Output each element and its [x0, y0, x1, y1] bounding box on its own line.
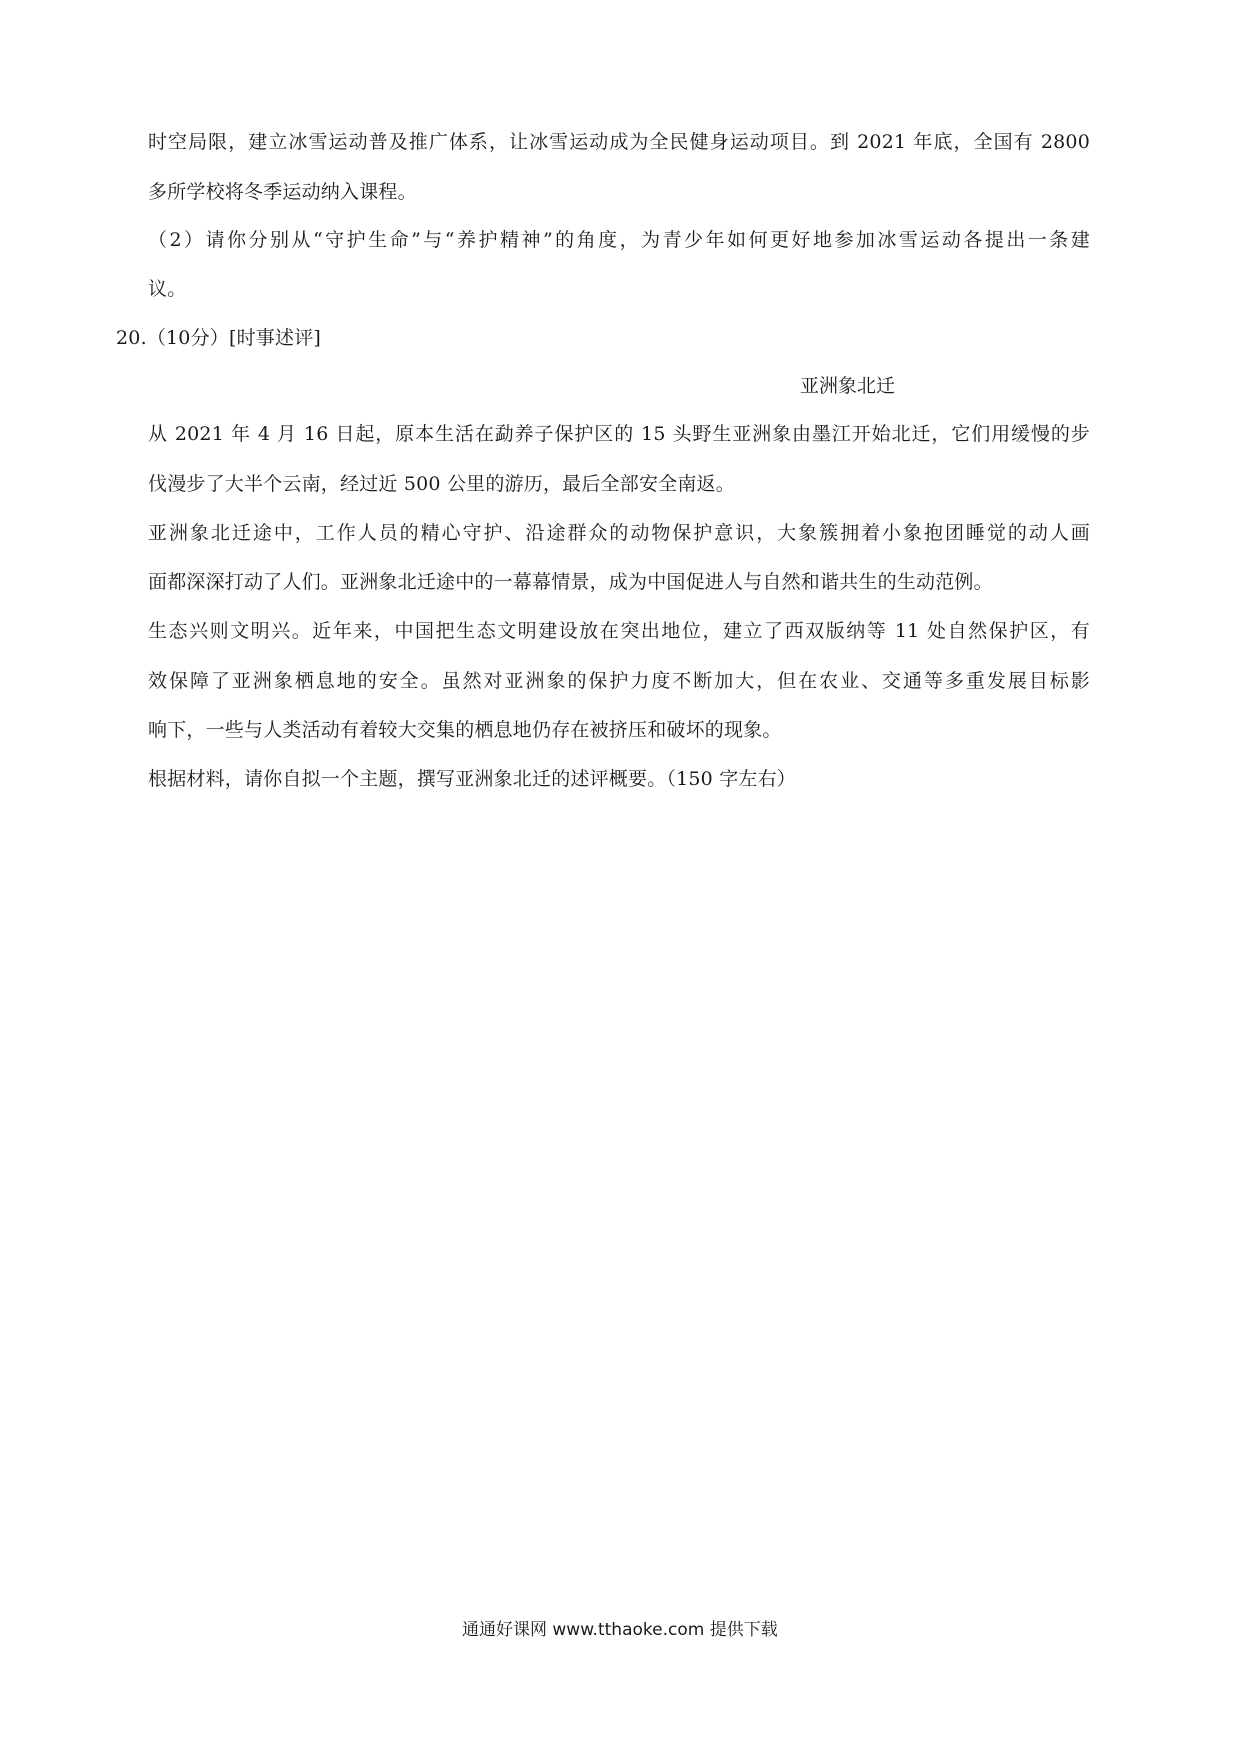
question-2-prompt: （2）请你分别从“守护生命”与“养护精神”的角度，为青少年如何更好地参加冰雪运动各提出一条建 — [148, 229, 1090, 251]
paragraph-line: 生态兴则文明兴。近年来，中国把生态文明建设放在突出地位，建立了西双版纳等 11 处自然保护区，有 — [148, 620, 1090, 642]
paragraph-line: 响下，一些与人类活动有着较大交集的栖息地仍存在被挤压和破坏的现象。 — [148, 719, 782, 741]
question-2-prompt-continued: 议。 — [148, 278, 187, 300]
paragraph-line: 多所学校将冬季运动纳入课程。 — [148, 181, 417, 203]
paragraph-line: 亚洲象北迁途中，工作人员的精心守护、沿途群众的动物保护意识，大象簇拥着小象抱团睡觉的动人画 — [148, 522, 1090, 544]
paragraph-line: 效保障了亚洲象栖息地的安全。虽然对亚洲象的保护力度不断加大，但在农业、交通等多重发展目标影 — [148, 670, 1090, 692]
paragraph-line: 时空局限，建立冰雪运动普及推广体系，让冰雪运动成为全民健身运动项目。到 2021 年底，全国有 2800 — [148, 131, 1090, 153]
paragraph-line: 从 2021 年 4 月 16 日起，原本生活在勐养子保护区的 15 头野生亚洲象由墨江开始北迁，它们用缓慢的步 — [148, 423, 1090, 445]
footer-credit: 通通好课网 www.tthaoke.com 提供下载 — [462, 1620, 778, 1640]
task-instruction: 根据材料，请你自拟一个主题，撰写亚洲象北迁的述评概要。（150 字左右） — [148, 768, 797, 790]
question-20-header: 20.（10分）[时事述评] — [116, 327, 322, 349]
paragraph-line: 面都深深打动了人们。亚洲象北迁途中的一幕幕情景，成为中国促进人与自然和谐共生的生动范例。 — [148, 571, 993, 593]
paragraph-line: 伐漫步了大半个云南，经过近 500 公里的游历，最后全部安全南返。 — [148, 473, 735, 495]
section-title: 亚洲象北迁 — [800, 375, 896, 397]
